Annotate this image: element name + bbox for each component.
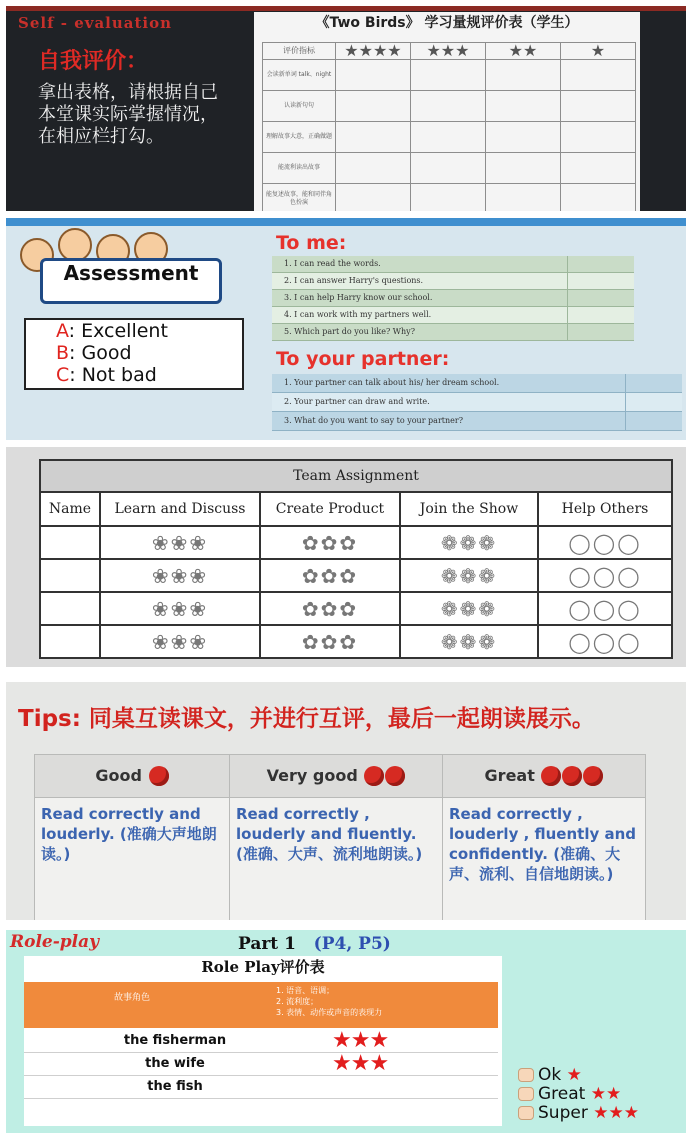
team-assignment-panel <box>6 447 686 667</box>
blossom-icons[interactable]: ❁❁❁ <box>400 559 538 592</box>
table-row <box>40 526 672 559</box>
three-star-header: ★★★ <box>410 43 485 60</box>
table-row <box>24 1076 498 1099</box>
check-cell[interactable] <box>485 91 560 122</box>
name-cell[interactable] <box>40 559 100 592</box>
role-name: the fisherman <box>123 1033 227 1048</box>
name-cell[interactable] <box>40 592 100 625</box>
apple-icons[interactable]: ◯◯◯ <box>538 592 672 625</box>
to-me-list <box>272 256 634 341</box>
level-description: Read correctly and louderly. (准确大声地朗读。) <box>35 798 230 921</box>
check-cell[interactable] <box>560 122 635 153</box>
legend-super <box>518 1104 639 1123</box>
instruction-text: 拿出表格，请根据自己本堂课实际掌握情况，在相应栏打勾。 <box>38 82 218 147</box>
blossom-icons[interactable]: ❁❁❁ <box>400 592 538 625</box>
check-cell[interactable] <box>335 60 410 91</box>
list-item <box>272 307 634 324</box>
reading-tips-panel <box>6 682 686 920</box>
level-good <box>35 755 230 798</box>
criterion: 1. 语音、语调； <box>276 986 335 995</box>
table-row <box>35 798 646 921</box>
apple-icons[interactable]: ◯◯◯ <box>538 526 672 559</box>
check-cell[interactable] <box>625 374 682 392</box>
leaf-icons[interactable]: ❀❀❀ <box>100 592 260 625</box>
table-header-row <box>40 492 672 526</box>
top-rule <box>6 6 686 11</box>
column-header-show: Join the Show <box>400 492 538 526</box>
list-item <box>272 393 682 412</box>
check-cell[interactable] <box>410 60 485 91</box>
assessment-title: Assessment <box>40 258 222 304</box>
two-star-header: ★★ <box>485 43 560 60</box>
table-row <box>263 184 636 212</box>
four-star-header: ★★★★ <box>335 43 410 60</box>
check-cell[interactable] <box>485 184 560 212</box>
grade-key: C <box>56 364 70 386</box>
check-cell[interactable] <box>335 91 410 122</box>
leaf-icons[interactable]: ❀❀❀ <box>100 526 260 559</box>
table-row <box>40 559 672 592</box>
grade-scale <box>24 318 244 390</box>
apple-icon <box>149 766 169 786</box>
list-item <box>272 412 682 431</box>
list-item <box>272 290 634 307</box>
team-assignment-title: Team Assignment <box>40 460 672 492</box>
apple-icons <box>363 766 405 785</box>
flower-icons[interactable]: ✿✿✿ <box>260 559 400 592</box>
check-cell[interactable] <box>560 184 635 212</box>
thumbs-up-icon <box>518 1068 534 1082</box>
check-cell[interactable] <box>410 122 485 153</box>
column-header-name: Name <box>40 492 100 526</box>
criterion-label: 能流利读出故事 <box>263 153 336 184</box>
legend-stars: ★★ <box>590 1084 622 1104</box>
apple-icon <box>583 766 603 786</box>
check-cell[interactable] <box>560 60 635 91</box>
legend-label: Ok <box>538 1065 562 1085</box>
blossom-icons[interactable]: ❁❁❁ <box>400 625 538 658</box>
role-name: the wife <box>145 1056 205 1071</box>
legend-great <box>518 1085 639 1104</box>
thumbs-up-icon <box>518 1087 534 1101</box>
check-cell[interactable] <box>335 153 410 184</box>
reading-rubric-table <box>34 754 646 920</box>
criterion: 3. 表情、动作或声音的表现力 <box>276 1008 383 1017</box>
blossom-icons[interactable]: ❁❁❁ <box>400 526 538 559</box>
check-cell[interactable] <box>410 91 485 122</box>
level-very-good <box>230 755 443 798</box>
criterion: 2. 流利度； <box>276 997 319 1006</box>
legend-label: Super <box>538 1103 588 1123</box>
item-text: 4. I can work with my partners well. <box>284 310 432 319</box>
table-row <box>24 1030 498 1053</box>
apple-icons[interactable]: ◯◯◯ <box>538 559 672 592</box>
check-cell[interactable] <box>410 153 485 184</box>
star-rating[interactable]: ★★★ <box>332 1051 389 1076</box>
grade-text: : Not bad <box>69 364 157 386</box>
to-partner-list <box>272 374 682 431</box>
criterion-label: 认读新句句 <box>263 91 336 122</box>
grade-a <box>26 320 242 342</box>
grade-text: : Excellent <box>68 320 168 342</box>
check-cell[interactable] <box>485 153 560 184</box>
table-title-row <box>40 460 672 492</box>
level-name: Very good <box>266 765 358 785</box>
check-cell[interactable] <box>485 122 560 153</box>
item-text: 1. Your partner can talk about his/ her dream school. <box>284 378 500 387</box>
child-face-icon <box>58 228 92 262</box>
to-partner-heading: To your partner: <box>276 348 450 370</box>
table-row <box>40 592 672 625</box>
thumbs-up-icon <box>518 1106 534 1120</box>
role-header: 故事角色 <box>114 993 151 1003</box>
item-text: 3. I can help Harry know our school. <box>284 293 433 302</box>
check-cell[interactable] <box>567 324 634 340</box>
apple-icon <box>562 766 582 786</box>
apple-icon <box>385 766 405 786</box>
assessment-panel <box>6 218 686 440</box>
flower-icons[interactable]: ✿✿✿ <box>260 592 400 625</box>
level-name: Great <box>484 765 535 785</box>
apple-icons <box>148 766 169 785</box>
criterion-label: 理解故事大意，正确做题 <box>263 122 336 153</box>
check-cell[interactable] <box>567 256 634 272</box>
self-evaluation-label: Self - evaluation <box>18 14 173 32</box>
check-cell[interactable] <box>335 122 410 153</box>
check-cell[interactable] <box>410 184 485 212</box>
evaluation-table <box>262 42 636 211</box>
grade-text: : Good <box>69 342 132 364</box>
legend-ok <box>518 1066 639 1085</box>
one-star-header: ★ <box>560 43 635 60</box>
list-item <box>272 273 634 290</box>
team-assignment-table <box>39 459 673 659</box>
role-play-label: Role-play <box>10 932 100 952</box>
column-header-create: Create Product <box>260 492 400 526</box>
to-me-heading: To me: <box>276 232 347 254</box>
grade-b <box>26 342 242 364</box>
name-cell[interactable] <box>40 526 100 559</box>
check-cell[interactable] <box>560 91 635 122</box>
level-great <box>443 755 646 798</box>
criteria-list <box>276 985 382 1018</box>
criterion-label: 能复述故事，能和同伴角色扮演 <box>263 184 336 212</box>
check-cell[interactable] <box>485 60 560 91</box>
check-cell[interactable] <box>567 307 634 323</box>
apple-icon <box>364 766 384 786</box>
name-cell[interactable] <box>40 625 100 658</box>
flower-icons[interactable]: ✿✿✿ <box>260 625 400 658</box>
grade-key: B <box>56 342 70 364</box>
star-rating[interactable]: ★★★ <box>332 1028 389 1053</box>
check-cell[interactable] <box>560 153 635 184</box>
check-cell[interactable] <box>567 290 634 306</box>
legend-label: Great <box>538 1084 586 1104</box>
top-bar <box>6 218 686 226</box>
role-play-sheet <box>24 956 502 1126</box>
table-row <box>263 122 636 153</box>
item-text: 2. I can answer Harry's questions. <box>284 276 424 285</box>
self-evaluation-cn-title: 自我评价： <box>38 49 149 74</box>
grade-c <box>26 364 242 386</box>
evaluation-sheet <box>254 12 640 211</box>
part-pages: (P4, P5) <box>313 934 391 954</box>
column-header-learn: Learn and Discuss <box>100 492 260 526</box>
table-row <box>40 625 672 658</box>
level-name: Good <box>95 765 142 785</box>
list-item <box>272 324 634 341</box>
role-name: the fish <box>147 1079 203 1094</box>
apple-icon <box>541 766 561 786</box>
level-description: Read correctly , louderly and fluently. (准确、大声、流利地朗读。) <box>230 798 443 921</box>
legend-stars: ★ <box>566 1065 582 1085</box>
flower-icons[interactable]: ✿✿✿ <box>260 526 400 559</box>
table-row <box>263 91 636 122</box>
grade-key: A <box>56 320 69 342</box>
apple-icons[interactable]: ◯◯◯ <box>538 625 672 658</box>
item-text: 5. Which part do you like? Why? <box>284 327 415 336</box>
part-number: Part 1 <box>238 934 296 954</box>
sheet-title: Role Play评价表 <box>201 958 325 976</box>
check-cell[interactable] <box>335 184 410 212</box>
table-row <box>263 153 636 184</box>
leaf-icons[interactable]: ❀❀❀ <box>100 625 260 658</box>
header-label: 评价指标 <box>263 43 336 60</box>
table-row <box>24 1053 498 1076</box>
leaf-icons[interactable]: ❀❀❀ <box>100 559 260 592</box>
item-text: 1. I can read the words. <box>284 259 381 268</box>
self-evaluation-panel <box>6 6 686 211</box>
apple-icons <box>540 766 603 785</box>
rating-legend <box>518 1066 639 1123</box>
legend-stars: ★★★ <box>593 1103 639 1123</box>
part-title <box>238 934 391 954</box>
list-item <box>272 256 634 273</box>
sheet-title: 《Two Birds》 学习量规评价表（学生） <box>315 15 579 31</box>
level-description: Read correctly , louderly , fluently and confidently. (准确、大声、流利、自信地朗读。) <box>443 798 646 921</box>
role-play-panel <box>6 930 686 1133</box>
column-header-help: Help Others <box>538 492 672 526</box>
criterion-label: 会读新单词 talk、night <box>263 60 336 91</box>
item-text: 2. Your partner can draw and write. <box>284 397 430 406</box>
check-cell[interactable] <box>625 412 682 430</box>
table-header-row <box>35 755 646 798</box>
check-cell[interactable] <box>625 393 682 411</box>
item-text: 3. What do you want to say to your partner? <box>284 416 463 425</box>
criteria-header <box>24 982 498 1028</box>
check-cell[interactable] <box>567 273 634 289</box>
list-item <box>272 374 682 393</box>
table-header-row <box>263 43 636 60</box>
table-row <box>263 60 636 91</box>
tips-heading: Tips: 同桌互读课文，并进行互评，最后一起朗读展示。 <box>18 706 595 732</box>
